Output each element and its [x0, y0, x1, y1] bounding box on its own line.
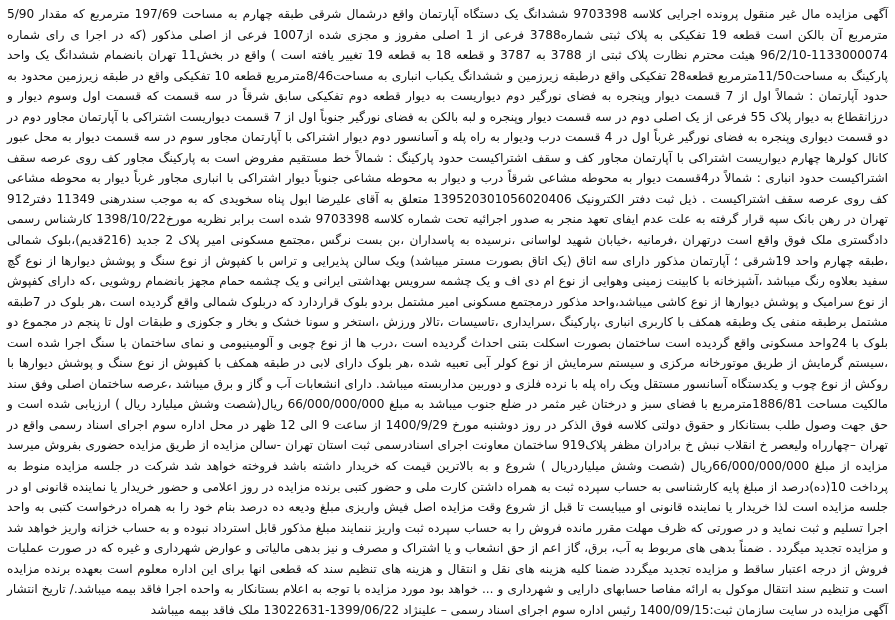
- auction-notice-text: آگهی مزایده مال غیر منقول پرونده اجرایی کلاسه 9703398 ششدانگ یک دستگاه آپارتمان واقع درشمال شرقی طبقه چهارم به مساحت 197/69 مترمربع که مقدار 5/90 مترمربع آن بالکن است قطعه 19 تفکیکی به پلاک ثبتی شماره3788 فرعی از 1 اصلی مفروز و مجزی شده از1007 فرعی از اصلی مذکور (که در اجرا ی رای شماره 1133000074-96/2/10 هیئت محترم نظارت پلاک ثبتی از 3788 به 3787 و قطعه 18 به قطعه 19 تغییر یافته است ) واقع در بخش11 تهران بانضمام ششدانگ یک واحد پارکینگ به مساحت11/50مترمربع قطعه28 تفکیکی واقع درطبقه زیرزمین و ششدانگ یکباب انباری به مساحت8/46مترمربع قطعه 10 تفکیکی واقع در طبقه زیرزمین محدود به حدود آپارتمان : شمالاً اول از 7 قسمت دیوار وپنجره به فضای نورگیر دوم دیواریست به دیوار قطعه دوم تفکیکی سابق شرقاً در سه قسمت که قسمت اول وسوم دیوار و درزانقطاع به دیوار پلاک 55 فرعی از یک اصلی دوم در سه قسمت دیوار وپنجره و لبه بالکن به فضای نورگیر جنوباً اول از 7 قسمت دیواریست اشتراکی با آپارتمان مجاور دوم در دو قسمت دیواری وپنجره به فضای نورگیر غرباً اول در 4 قسمت درب ودیوار به راه پله و آسانسور دوم دیوار اشتراکی با آپارتمان مجاور سوم در سه قسمت دیوار به محل عبور کانال کولرها چهارم دیواریست اشتراکی با آپارتمان مجاور کف و سقف اشتراکیست حدود پارکینگ : شمالاً خط مستقیم مفروض است به پارکینگ مجاور کف روی عرصه سقف اشتراکیست حدود انباری : شمالاً در4قسمت دیوار به محوطه مشاعی شرقاً درب و دیوار به محوطه مشاعی جنوباً دیوار اشتراکی با انباری مجاور غرباً دیوار به محوطه مشاعی کف روی عرصه سقف اشتراکیست . ذیل ثبت دفتر الکترونیک 139520301056020406 متعلق به آقای علیرضا ابول پناه سخویدی که به موجب سندرهنی 11349 دفتر912 تهران در رهن بانک سپه قرار گرفته به علت عدم ایفای تعهد منجر به صدور اجرائیه تحت شماره کلاسه 9703398 شده است برابر نظریه مورخ1398/10/22 کارشناس رسمی دادگستری ملک فوق واقع است درتهران ،فرمانیه ،خیابان شهید لواسانی ،نرسیده به پاسداران ،بن بست نرگس ،مجتمع مسکونی امیر پلاک 2 جدید (216قدیم)،بلوک شمالی ،طبقه چهارم واحد 19شرقی ؛ آپارتمان مذکور دارای سه اتاق (یک اتاق بصورت مستر میباشد) ویک سالن پذیرایی و تراس با کفپوش از نوع سنگ و پوشش دیوارها از نوع گچ سفید بعلاوه رنگ میباشد ،آشپزخانه با کابینت زمینی وهوایی از نوع ام دی اف و یک چشمه سرویس بهداشتی ایرانی و یک چشمه حمام مجهز بانضمام روشویی ،که دارای کفپوش از نوع سرامیک و پوشش دیوارها از نوع کاشی میباشد،واحد مذکور درمجتمع مسکونی امیر مشتمل بردو بلوک قراردارد که دربلوک شمالی واقع گردیده است ،هر بلوک در 7طبقه مشتمل برطبقه منفی یک وطبقه همکف با کاربری انباری ،پارکینگ ،سرایداری ،تاسیسات ،تالار ورزش ،استخر و سونا خشک و بخار و جکوزی و طبقات اول تا پنجم در مجموع دو بلوک با 24واحد مسکونی واقع گردیده است ساختمان بصورت اسکلت بتنی احداث گردیده است ،درب ها از نوع چوبی و آلومینیومی و نمای ساختمان با سنگ اجرا شده است ،سیستم گرمایش از طریق موتورخانه مرکزی و سیستم سرمایش از نوع کولر آبی تعبیه شده ،هر بلوک دارای لابی در طبقه همکف با کفپوش از نوع سنگ و پوشش دیوارها با روکش از نوع چوب و یکدستگاه آسانسور مستقل ویک راه پله با نرده فلزی و دوربین مداربسته میباشد. دارای انشعابات آب و گاز و برق میباشد ،عرصه ساختمان اصلی وفق سند مالکیت مساحت 1886/81مترمربع با فضای سبز و درختان غیر مثمر در ضلع جنوب میباشد به مبلغ 66/000/000/000 ریال(شصت وشش میلیارد ریال ) ارزیابی شده است و حق جهت وصول طلب بستانکار و حقوق دولتی کلاسه فوق الذکر در روز دوشنبه مورخ 1400/9/29 از ساعت 9 الی 12 ظهر در محل اداره سوم اجرای اسناد رسمی واقع در تهران –چهارراه ولیعصر خ انقلاب نبش خ برادران مظفر پلاک919 ساختمان معاونت اجرای اسنادرسمی ثبت استان تهران -سالن مزایده از طریق مزایده حضوری بفروش میرسد مزایده از مبلغ 66/000/000/000ریال (شصت وشش میلیاردریال ) شروع و به بالاترین قیمت که خریدار داشته باشد فروخته خواهد شد شرکت در جلسه مزایده منوط به پرداخت 10(ده)درصد از مبلغ پایه کارشناسی به حساب سپرده ثبت به همراه داشتن کارت ملی و حضور کتبی برنده مزایده در روز اعلامی و حضور خریدار یا نماینده قانونی او در جلسه مزایده است لذا خریدار یا نماینده قانونی او میبایست تا قبل از شروع وقت مزایده اصل فیش واریزی مبلغ ودیعه ده درصد بنام خود را به همراه درخواست کتبی به واحد اجرا تسلیم و ثبت نماید و در صورتی که ظرف مهلت مقرر مانده فروش را به حساب سپرده ثبت واریز ننمایند مبلغ مذکور قابل استرداد نبوده و به حساب خزانه واریز خواهد شد و مزایده تجدید میگردد . ضمناً بدهی های مربوط به آب، برق، گاز اعم از حق انشعاب و یا اشتراک و مصرف و نیز بدهی مالیاتی و عوارض شهرداری و غیره که در صورت عملیات فروش از درجه اعتبار ساقط و مزایده تجدید میگردد ضمنا کلیه هزینه های نقل و انتقال و هزینه های تنظیم سند که قطعی انها برای این اداره معلوم است بعهده برنده مزایده است و تنظیم سند انتقال موکول به ارائه مفاصا حسابهای دارایی و شهرداری و ... خواهد بود مورد مزایده با توجه به اعلام بستانکار به واحده اجرا فاقد بیمه میباشد./ تاریخ انتشار آگهی مزایده در سایت سازمان ثبت:1400/09/15 رئیس اداره سوم اجرای اسناد رسمی – علینژاد 1399/06/22-13022631 ملک فاقد بیمه میباشد: [7, 7, 889, 617]
